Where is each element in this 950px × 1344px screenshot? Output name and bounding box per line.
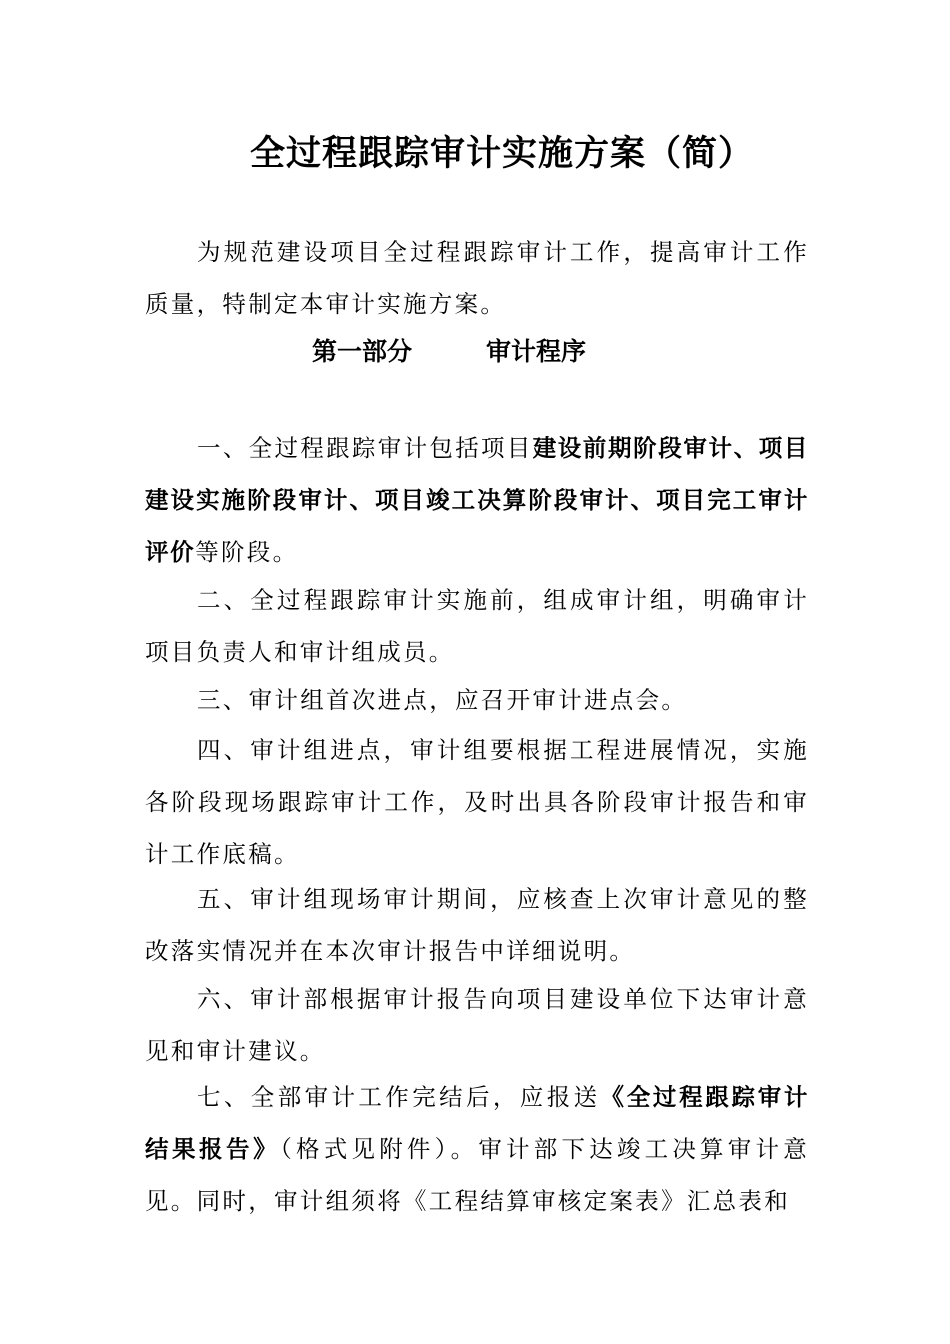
- paragraph-1: [145, 422, 809, 578]
- section-name: 审计程序: [486, 337, 587, 366]
- intro-paragraph: 为规范建设项目全过程跟踪审计工作，提高审计工作质量，特制定本审计实施方案。: [145, 238, 809, 318]
- paragraph-7-tail: （格式见附件）。审计部下达竣工决算审计意见。同时，审计组须将《工程结算审核定案表》汇总表和: [145, 1135, 810, 1215]
- paragraph-1-tail: 等阶段。: [195, 538, 299, 566]
- section-part-label: 第一部分: [312, 337, 413, 366]
- paragraph-1-emphasis: 建设前期阶段审计、项目建设实施阶段审计、项目竣工决算阶段审计、项目完工审计评价: [145, 434, 809, 566]
- section-heading: [0, 330, 950, 374]
- paragraph-4: 四、审计组进点，审计组要根据工程进展情况，实施各阶段现场跟踪审计工作，及时出具各阶段审计报告和审计工作底稿。: [145, 736, 809, 868]
- paragraph-2: 二、全过程跟踪审计实施前，组成审计组，明确审计项目负责人和审计组成员。: [145, 586, 809, 666]
- paragraph-7: [145, 1071, 809, 1227]
- paragraph-3: 三、审计组首次进点，应召开审计进点会。: [197, 686, 688, 714]
- paragraph-5: 五、审计组现场审计期间，应核查上次审计意见的整改落实情况并在本次审计报告中详细说明。: [145, 885, 809, 965]
- paragraph-1-lead: 一、全过程跟踪审计包括项目: [197, 434, 533, 462]
- paragraph-6: 六、审计部根据审计报告向项目建设单位下达审计意见和审计建议。: [145, 985, 809, 1065]
- document-title: 全过程跟踪审计实施方案（简）: [249, 134, 754, 174]
- paragraph-7-lead: 七、全部审计工作完结后，应报送: [197, 1083, 601, 1111]
- paragraph-7-emphasis: 《全过程跟踪审计结果报告》: [145, 1083, 809, 1163]
